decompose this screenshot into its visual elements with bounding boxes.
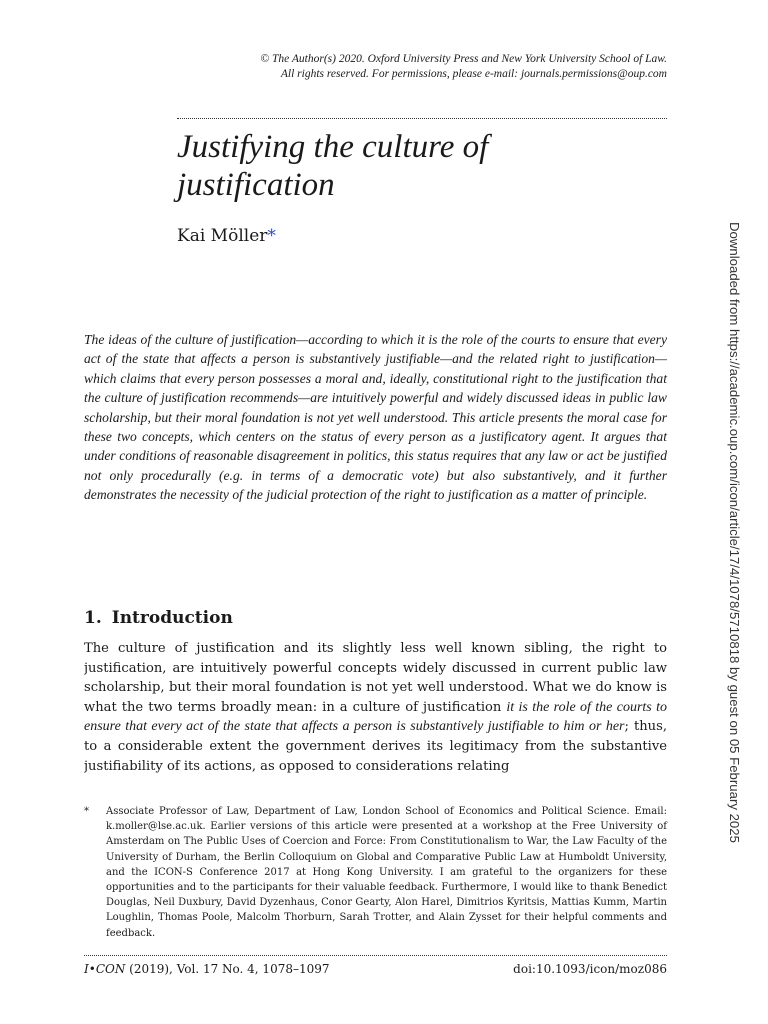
title-line-1: Justifying the culture of <box>177 129 489 165</box>
author-byline <box>177 226 276 246</box>
author-footnote-link[interactable]: * <box>267 226 276 246</box>
copyright-line-2: All rights reserved. For permissions, please e-mail: journals.permissions@oup.com <box>280 68 667 80</box>
body-text-part-1: The culture of justification and its slightly less well known sibling, the right to justification, are intuitively powerful concepts widely discussed in current public law scholarship, but their moral foundation is not yet well understood. What we do know is what the two terms broadly mean: in a culture of justification <box>84 641 667 715</box>
journal-name: I•CON <box>84 962 126 976</box>
copyright-line-1: © The Author(s) 2020. Oxford University Press and New York University School of Law. <box>260 53 667 65</box>
author-name: Kai Möller <box>177 226 268 246</box>
footer-divider <box>84 955 667 956</box>
article-title <box>177 128 597 204</box>
title-line-2: justification <box>177 167 335 203</box>
section-title: Introduction <box>111 608 233 628</box>
citation-details: (2019), Vol. 17 No. 4, 1078–1097 <box>125 962 330 976</box>
section-heading <box>84 608 233 628</box>
body-text-part-2: ; thus, to a considerable extent the government derives its legitimacy from the substantive justifiability of its actions, as opposed to considerations relating <box>84 719 667 774</box>
body-paragraph <box>84 639 667 778</box>
abstract: The ideas of the culture of justification—according to which it is the role of the courts to ensure that every act of the state that affects a person is substantively justifiable—and the related right to justification—which claims that every person possesses a moral and, ideally, constitutional right to the justification that the culture of justification recommends—are intuitively powerful and widely discussed ideas in public law scholarship, but their moral foundation is not yet well understood. This article presents the moral case for these two concepts, which centers on the status of every person as a justificatory agent. It argues that under conditions of reasonable disagreement in politics, this status requires that any law or act be justified not only procedurally (e.g. in terms of a democratic vote) but also substantively, and it further demonstrates the necessity of the judicial protection of the right to justification as a matter of principle. <box>84 332 667 503</box>
header-divider <box>177 118 667 119</box>
footnote-mark: * <box>84 806 89 817</box>
journal-citation <box>84 962 330 976</box>
footnote <box>84 804 667 941</box>
body-text-italic: it is the role of the courts to ensure that every act of the state that affects a person is substantively justifiable to him or her <box>84 699 667 735</box>
copyright-notice <box>107 52 667 82</box>
download-watermark: Downloaded from https://academic.oup.com/icon/article/17/4/1078/5710818 by guest on 05 February 2025 <box>727 222 742 843</box>
section-number: 1. <box>84 608 102 628</box>
doi-link[interactable]: doi:10.1093/icon/moz086 <box>513 962 667 976</box>
footnote-text: Associate Professor of Law, Department of Law, London School of Economics and Political Science. Email: k.moller@lse.ac.uk. Earlier versions of this article were presented at a workshop at the Free University of Amsterdam on The Public Uses of Coercion and Force: From Constitutionalism to War, the Law Faculty of the University of Durham, the Berlin Colloquium on Global and Comparative Public Law at Humboldt University, and the ICON-S Conference 2017 at Hong Kong University. I am grateful to the organizers for these opportunities and to the participants for their valuable feedback. Furthermore, I would like to thank Benedict Douglas, Neil Duxbury, David Dyzenhaus, Conor Gearty, Alon Harel, Dimitrios Kyritsis, Mattias Kumm, Martin Loughlin, Thomas Poole, Malcolm Thorburn, Sarah Trotter, and Alain Zysset for their helpful comments and feedback. <box>106 806 667 939</box>
